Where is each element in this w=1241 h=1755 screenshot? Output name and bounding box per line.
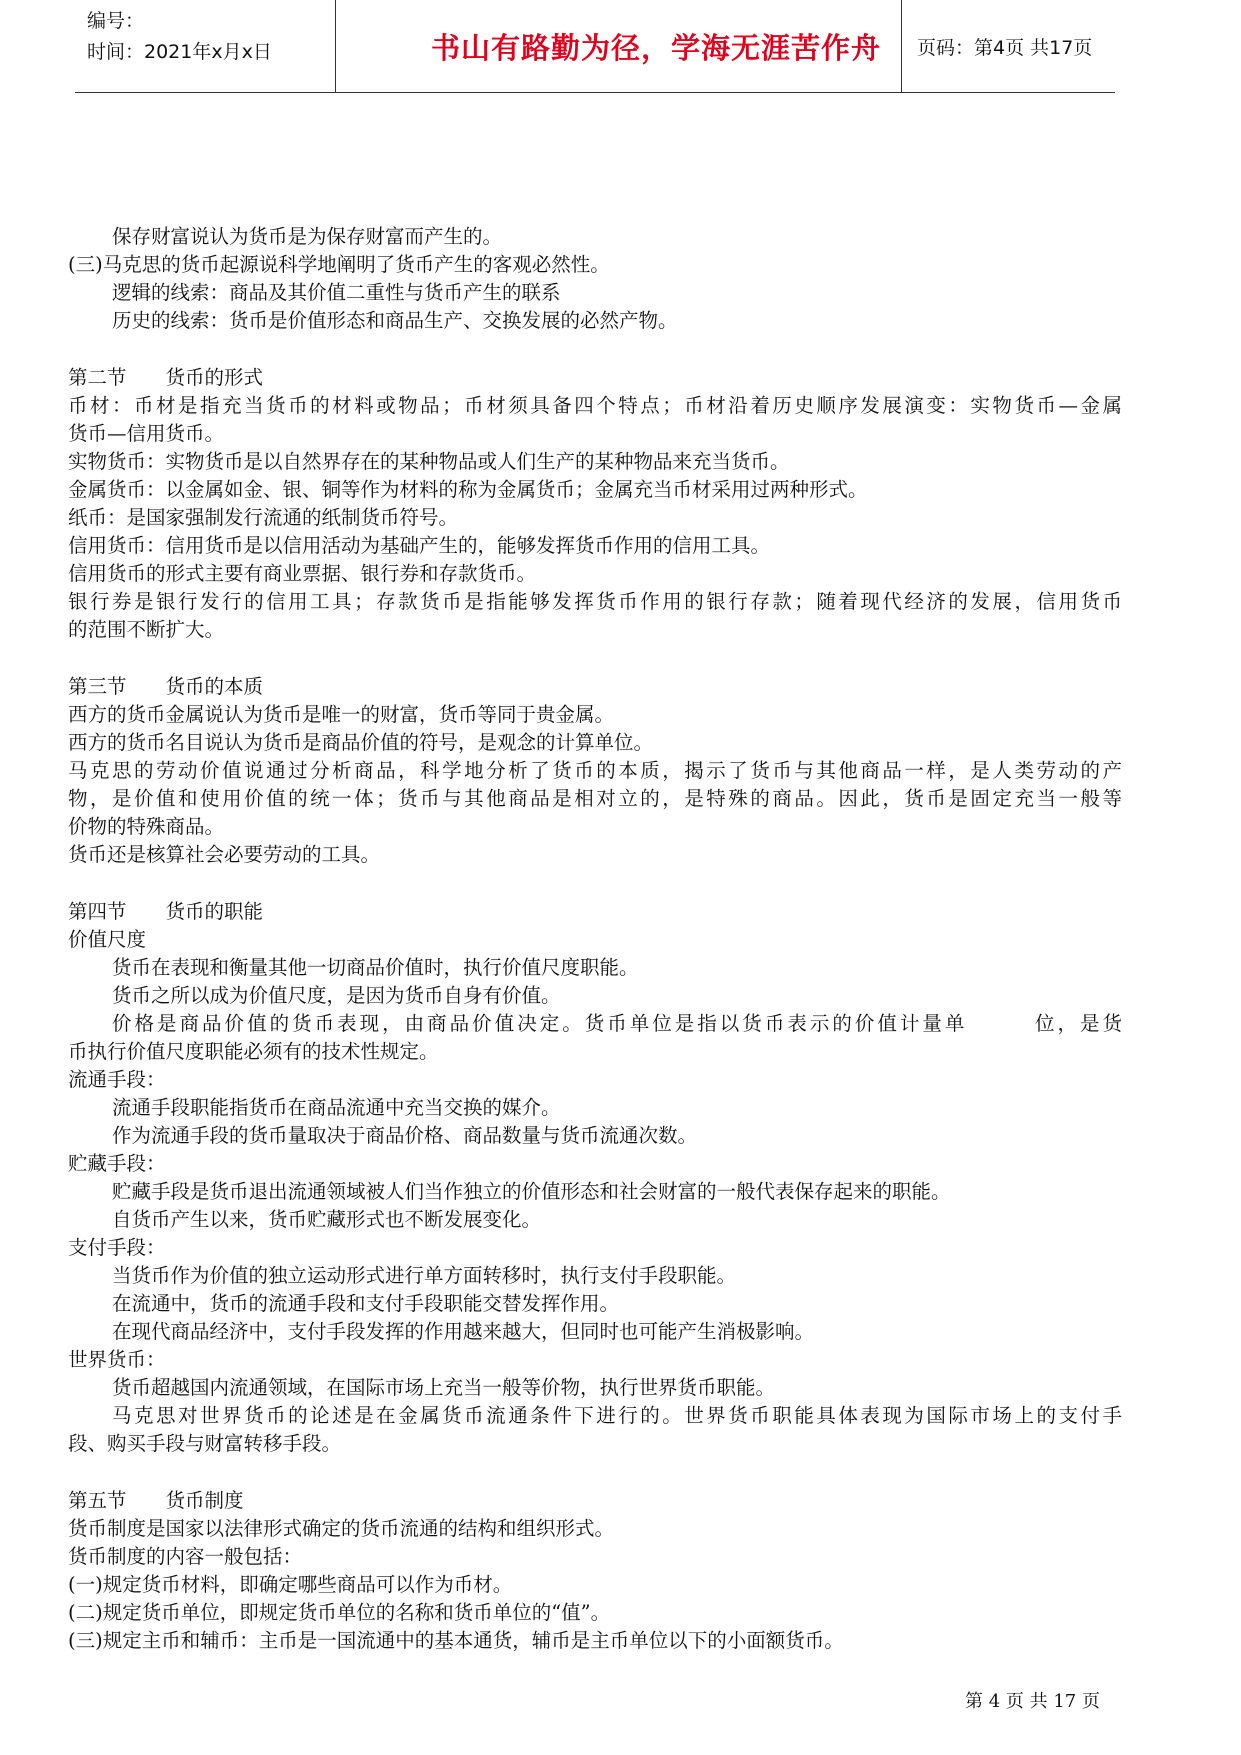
paragraph-line: 自货币产生以来，货币贮藏形式也不断发展变化。: [112, 1208, 542, 1231]
subheading: 世界货币：: [68, 1348, 166, 1371]
subheading: 流通手段：: [68, 1068, 166, 1091]
paragraph-line: (二)规定货币单位，即规定货币单位的名称和货币单位的“值”。: [68, 1601, 611, 1624]
paragraph-line: 实物货币：实物货币是以自然界存在的某种物品或人们生产的某种物品来充当货币。: [68, 450, 790, 473]
paragraph-line: 币材：币材是指充当货币的材料或物品；币材须具备四个特点；币材沿着历史顺序发展演变：实物货币—金属: [68, 394, 1122, 417]
subheading: 贮藏手段：: [68, 1152, 166, 1175]
page-header: [75, 0, 1115, 93]
paragraph-line: 银行券是银行发行的信用工具；存款货币是指能够发挥货币作用的银行存款；随着现代经济的发展，信用货币: [68, 590, 1122, 613]
paragraph-line: 信用货币：信用货币是以信用活动为基础产生的，能够发挥货币作用的信用工具。: [68, 534, 771, 557]
paragraph-line: 货币之所以成为价值尺度，是因为货币自身有价值。: [112, 984, 561, 1007]
paragraph-line: 逻辑的线索：商品及其价值二重性与货币产生的联系: [112, 281, 561, 304]
paragraph-line: 的范围不断扩大。: [68, 618, 225, 641]
paragraph-line: 金属货币：以金属如金、银、铜等作为材料的称为金属货币；金属充当币材采用过两种形式。: [68, 478, 868, 501]
subheading: 价值尺度: [68, 928, 147, 951]
subheading: 支付手段：: [68, 1236, 166, 1259]
paragraph-line: 币执行价值尺度职能必须有的技术性规定。: [68, 1040, 439, 1063]
header-meta: [87, 6, 272, 68]
paragraph-line: 货币超越国内流通领域，在国际市场上充当一般等价物，执行世界货币职能。: [112, 1376, 776, 1399]
paragraph-line: 货币—信用货币。: [68, 422, 225, 445]
paragraph-line: 西方的货币名目说认为货币是商品价值的符号，是观念的计算单位。: [68, 731, 654, 754]
paragraph-line: (三)规定主币和辅币：主币是一国流通中的基本通货，辅币是主币单位以下的小面额货币。: [68, 1629, 844, 1652]
paragraph-line: 贮藏手段是货币退出流通领域被人们当作独立的价值形态和社会财富的一般代表保存起来的职能。: [112, 1180, 951, 1203]
paragraph-line: 在流通中，货币的流通手段和支付手段职能交替发挥作用。: [112, 1292, 620, 1315]
paragraph-line: 作为流通手段的货币量取决于商品价格、商品数量与货币流通次数。: [112, 1124, 698, 1147]
header-page-number: 页码：第4页 共17页: [917, 37, 1093, 59]
header-divider: [901, 0, 902, 92]
paragraph-line: 货币还是核算社会必要劳动的工具。: [68, 843, 381, 866]
paragraph-line: 价格是商品价值的货币表现，由商品价值决定。货币单位是指以货币表示的价值计量单 位，是货: [112, 1012, 1122, 1035]
paragraph-line: 马克思的劳动价值说通过分析商品，科学地分析了货币的本质，揭示了货币与其他商品一样，是人类劳动的产: [68, 759, 1122, 782]
paragraph-line: 货币制度是国家以法律形式确定的货币流通的结构和组织形式。: [68, 1517, 615, 1540]
paragraph-line: 纸币：是国家强制发行流通的纸制货币符号。: [68, 506, 459, 529]
paragraph-line: 马克思对世界货币的论述是在金属货币流通条件下进行的。世界货币职能具体表现为国际市场上的支付手: [112, 1404, 1122, 1427]
document-date-label: 时间：2021年x月x日: [87, 41, 272, 63]
paragraph-line: 流通手段职能指货币在商品流通中充当交换的媒介。: [112, 1096, 561, 1119]
paragraph-line: 历史的线索：货币是价值形态和商品生产、交换发展的必然产物。: [112, 309, 678, 332]
paragraph-line: 当货币作为价值的独立运动形式进行单方面转移时，执行支付手段职能。: [112, 1264, 737, 1287]
section-heading: 第五节 货币制度: [68, 1489, 244, 1512]
section-heading: 第三节 货币的本质: [68, 675, 264, 698]
paragraph-line: (一)规定货币材料，即确定哪些商品可以作为币材。: [68, 1573, 513, 1596]
header-divider: [335, 0, 336, 92]
paragraph-line: 信用货币的形式主要有商业票据、银行券和存款货币。: [68, 562, 537, 585]
paragraph-line: 西方的货币金属说认为货币是唯一的财富，货币等同于贵金属。: [68, 703, 615, 726]
section-heading: 第二节 货币的形式: [68, 366, 264, 389]
paragraph-line: (三)马克思的货币起源说科学地阐明了货币产生的客观必然性。: [68, 253, 610, 276]
header-motto: 书山有路勤为径，学海无涯苦作舟: [430, 31, 881, 65]
paragraph-line: 物，是价值和使用价值的统一体；货币与其他商品是相对立的，是特殊的商品。因此，货币是固定充当一般等: [68, 787, 1122, 810]
paragraph-line: 在现代商品经济中，支付手段发挥的作用越来越大，但同时也可能产生消极影响。: [112, 1320, 815, 1343]
document-number-label: 编号：: [87, 10, 145, 32]
paragraph-line: 保存财富说认为货币是为保存财富而产生的。: [112, 225, 503, 248]
paragraph-line: 货币制度的内容一般包括：: [68, 1545, 303, 1568]
paragraph-line: 段、购买手段与财富转移手段。: [68, 1432, 342, 1455]
page-footer: 第 4 页 共 17 页: [965, 1691, 1100, 1712]
section-heading: 第四节 货币的职能: [68, 900, 264, 923]
paragraph-line: 货币在表现和衡量其他一切商品价值时，执行价值尺度职能。: [112, 956, 639, 979]
paragraph-line: 价物的特殊商品。: [68, 815, 225, 838]
